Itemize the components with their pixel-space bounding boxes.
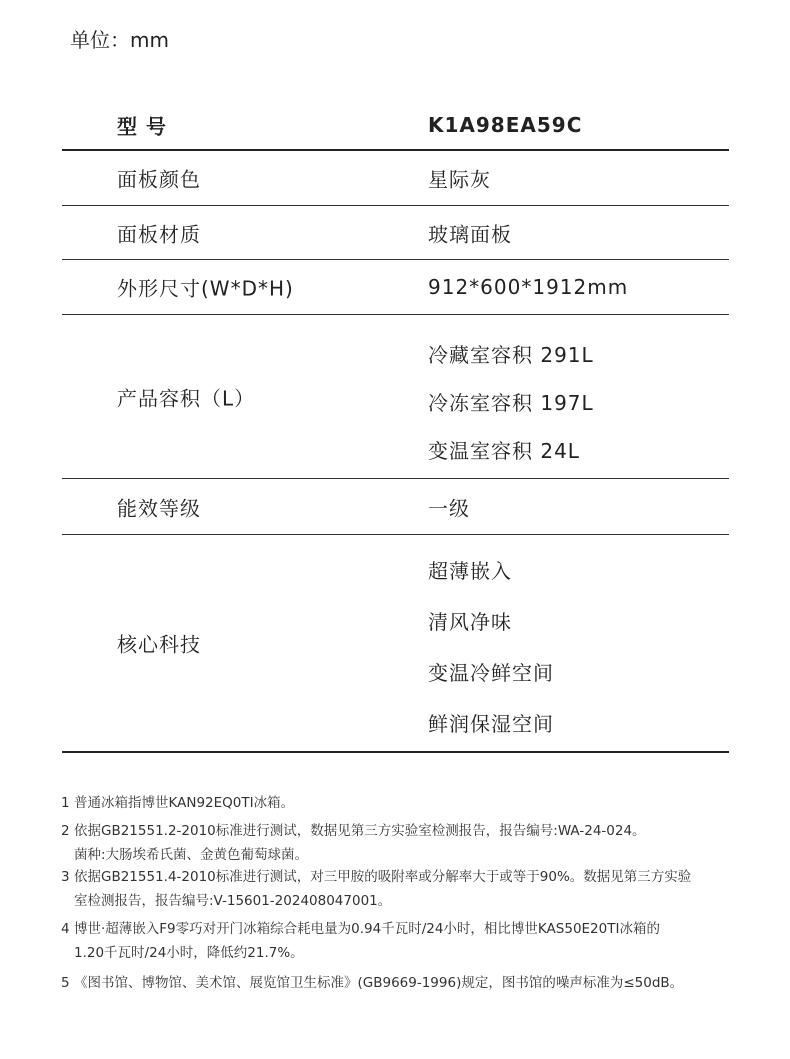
footnote-3 (61, 865, 691, 913)
row-label: 面板材质 (117, 222, 201, 246)
row-label: 能效等级 (117, 496, 201, 520)
footnote-number: 2 (61, 823, 70, 839)
table-row-capacity (62, 315, 729, 479)
table-row-panel-material (62, 206, 729, 260)
footnote-number: 5 (61, 975, 70, 991)
spec-table (62, 98, 729, 753)
row-label: 核心科技 (117, 632, 201, 657)
footnote-number: 1 (61, 795, 70, 811)
table-row-panel-color (62, 151, 729, 206)
footnote-text: 博世·超薄嵌入F9零巧对开门冰箱综合耗电量为0.94千瓦时/24小时，相比博世KAS50E20TI冰箱的 (74, 921, 660, 937)
footnote-text-cont: 菌种:大肠埃希氏菌、金黄色葡萄球菌。 (74, 847, 309, 863)
table-row-energy-rating (62, 479, 729, 535)
model-value: K1A98EA59C (428, 113, 583, 137)
table-header-row (62, 98, 729, 151)
footnote-number: 3 (61, 869, 70, 885)
table-row-dimensions (62, 260, 729, 315)
capacity-convertible: 变温室容积 24L (428, 439, 580, 463)
footnote-5 (61, 971, 683, 995)
unit-label: 单位：mm (70, 28, 169, 52)
row-value: 一级 (428, 496, 470, 520)
row-value: 星际灰 (428, 167, 491, 192)
row-label: 外形尺寸(W*D*H) (117, 276, 294, 301)
core-tech-item: 鲜润保湿空间 (428, 712, 554, 736)
row-value: 玻璃面板 (428, 222, 512, 246)
footnote-text-cont: 1.20千瓦时/24小时，降低约21.7%。 (74, 945, 304, 961)
capacity-fridge: 冷藏室容积 291L (428, 343, 594, 367)
footnote-2 (61, 819, 646, 867)
capacity-freezer: 冷冻室容积 197L (428, 391, 594, 415)
footnote-number: 4 (61, 921, 70, 937)
footnote-text-cont: 室检测报告，报告编号:V-15601-202408047001。 (74, 893, 392, 909)
footnote-text: 普通冰箱指博世KAN92EQ0TI冰箱。 (74, 795, 295, 811)
row-label: 产品容积（L） (117, 386, 256, 410)
core-tech-item: 变温冷鲜空间 (428, 661, 554, 685)
footnote-text: 依据GB21551.4-2010标准进行测试，对三甲胺的吸附率或分解率大于或等于90%。数据见第三方实验 (74, 869, 692, 885)
model-label: 型 号 (117, 114, 167, 139)
row-value: 912*600*1912mm (428, 275, 629, 299)
row-label: 面板颜色 (117, 167, 201, 192)
footnote-text: 《图书馆、博物馆、美术馆、展览馆卫生标准》(GB9669-1996)规定，图书馆的噪声标准为≤50dB。 (74, 975, 684, 991)
core-tech-item: 清风净味 (428, 610, 512, 634)
footnote-text: 依据GB21551.2-2010标准进行测试，数据见第三方实验室检测报告，报告编号:WA-24-024。 (74, 823, 646, 839)
footnote-4 (61, 917, 660, 965)
table-row-core-tech (62, 535, 729, 753)
footnote-1 (61, 791, 294, 815)
core-tech-item: 超薄嵌入 (428, 559, 512, 583)
